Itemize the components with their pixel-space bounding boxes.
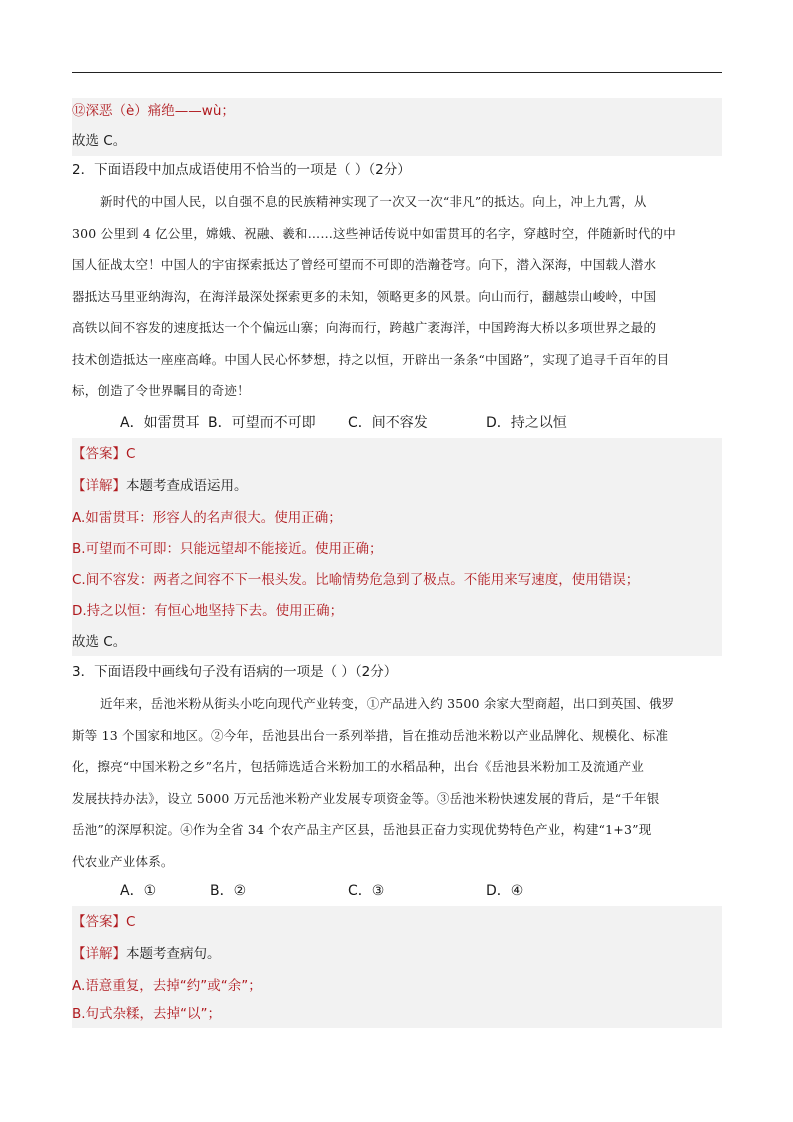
conclusion-line: 故选 C。: [72, 634, 127, 650]
passage-line: 标，创造了令世界瞩目的奇迹！: [72, 383, 250, 398]
question-2-title: 2．下面语段中加点成语使用不恰当的一项是（ ）（2分）: [72, 162, 411, 178]
passage-line: 近年来，岳池米粉从街头小吃向现代产业转变，①产品进入约 3500 余家大型商超，出口到英国、俄罗: [100, 696, 675, 711]
previous-answer-item: ⑫深恶（è）痛绝——wù；: [72, 98, 722, 126]
explanation-item: D.持之以恒：有恒心地坚持下去。使用正确；: [72, 603, 344, 619]
question-3-solution: [72, 906, 722, 1028]
passage-line: 岳池”的深厚积淀。④作为全省 34 个农产品主产区县，岳池县正奋力实现优势特色产业，构建“1+3”现: [72, 822, 652, 837]
explanation-item: B.可望而不可即：只能远望却不能接近。使用正确；: [72, 541, 383, 557]
question-3-title: 3．下面语段中画线句子没有语病的一项是（ ）（2分）: [72, 664, 398, 680]
option-b[interactable]: B．②: [210, 883, 247, 899]
detail-line: [72, 944, 221, 964]
question-3-options: [72, 880, 722, 902]
option-c[interactable]: C．间不容发: [348, 415, 428, 431]
option-a[interactable]: A．如雷贯耳: [120, 415, 200, 431]
passage-line: 新时代的中国人民，以自强不息的民族精神实现了一次又一次“非凡”的抵达。向上，冲上九霄，从: [100, 194, 647, 209]
passage-line: 斯等 13 个国家和地区。②今年，岳池县出台一系列举措，旨在推动岳池米粉以产业品牌化、规模化、标准: [72, 728, 669, 743]
explanation-item: A.如雷贯耳：形容人的名声很大。使用正确；: [72, 510, 342, 526]
detail-line: [72, 476, 248, 496]
answer-line: 【答案】C: [72, 914, 136, 930]
question-2-options: [72, 412, 722, 434]
option-b[interactable]: B．可望而不可即: [208, 415, 316, 431]
passage-line: 器抵达马里亚纳海沟，在海洋最深处探索更多的未知，领略更多的风景。向山而行，翻越崇山峻岭，中国: [72, 289, 657, 304]
option-c[interactable]: C．③: [348, 883, 385, 899]
option-d[interactable]: D．④: [486, 883, 524, 899]
passage-line: 化，擦亮“中国米粉之乡”名片，包括筛选适合米粉加工的水稻品种，出台《岳池县米粉加工及流通产业: [72, 759, 644, 774]
question-2-solution: [72, 438, 722, 656]
passage-line: 发展扶持办法》，设立 5000 万元岳池米粉产业发展专项资金等。③岳池米粉快速发展的背后，是“千年银: [72, 791, 660, 806]
passage-line: 300 公里到 4 亿公里，嫦娥、祝融、羲和……这些神话传说中如雷贯耳的名字，穿越时空，伴随新时代的中: [72, 226, 676, 241]
passage-line: 国人征战太空！中国人的宇宙探索抵达了曾经可望而不可即的浩瀚苍穹。向下，潜入深海，中国载人潜水: [72, 257, 657, 272]
passage-line: 高铁以间不容发的速度抵达一个个偏远山寨；向海而行，跨越广袤海洋，中国跨海大桥以多项世界之最的: [72, 320, 657, 335]
answer-line: 【答案】C: [72, 446, 136, 462]
detail-label: 【详解】: [72, 478, 126, 494]
explanation-item: C.间不容发：两者之间容不下一根头发。比喻情势危急到了极点。不能用来写速度，使用错误；: [72, 572, 640, 588]
previous-conclusion: 故选 C。: [72, 126, 722, 156]
explanation-item: A.语意重复，去掉“约”或“余”；: [72, 978, 262, 994]
detail-label: 【详解】: [72, 946, 126, 962]
option-d[interactable]: D．持之以恒: [486, 415, 567, 431]
explanation-item: B.句式杂糅，去掉“以”；: [72, 1006, 222, 1022]
passage-line: 代农业产业体系。: [72, 854, 174, 869]
header-rule: [72, 72, 722, 73]
detail-text: 本题考查病句。: [126, 946, 221, 962]
detail-text: 本题考查成语运用。: [126, 478, 248, 494]
option-a[interactable]: A．①: [120, 883, 157, 899]
passage-line: 技术创造抵达一座座高峰。中国人民心怀梦想，持之以恒，开辟出一条条“中国路”，实现了追寻千百年的目: [72, 352, 670, 367]
